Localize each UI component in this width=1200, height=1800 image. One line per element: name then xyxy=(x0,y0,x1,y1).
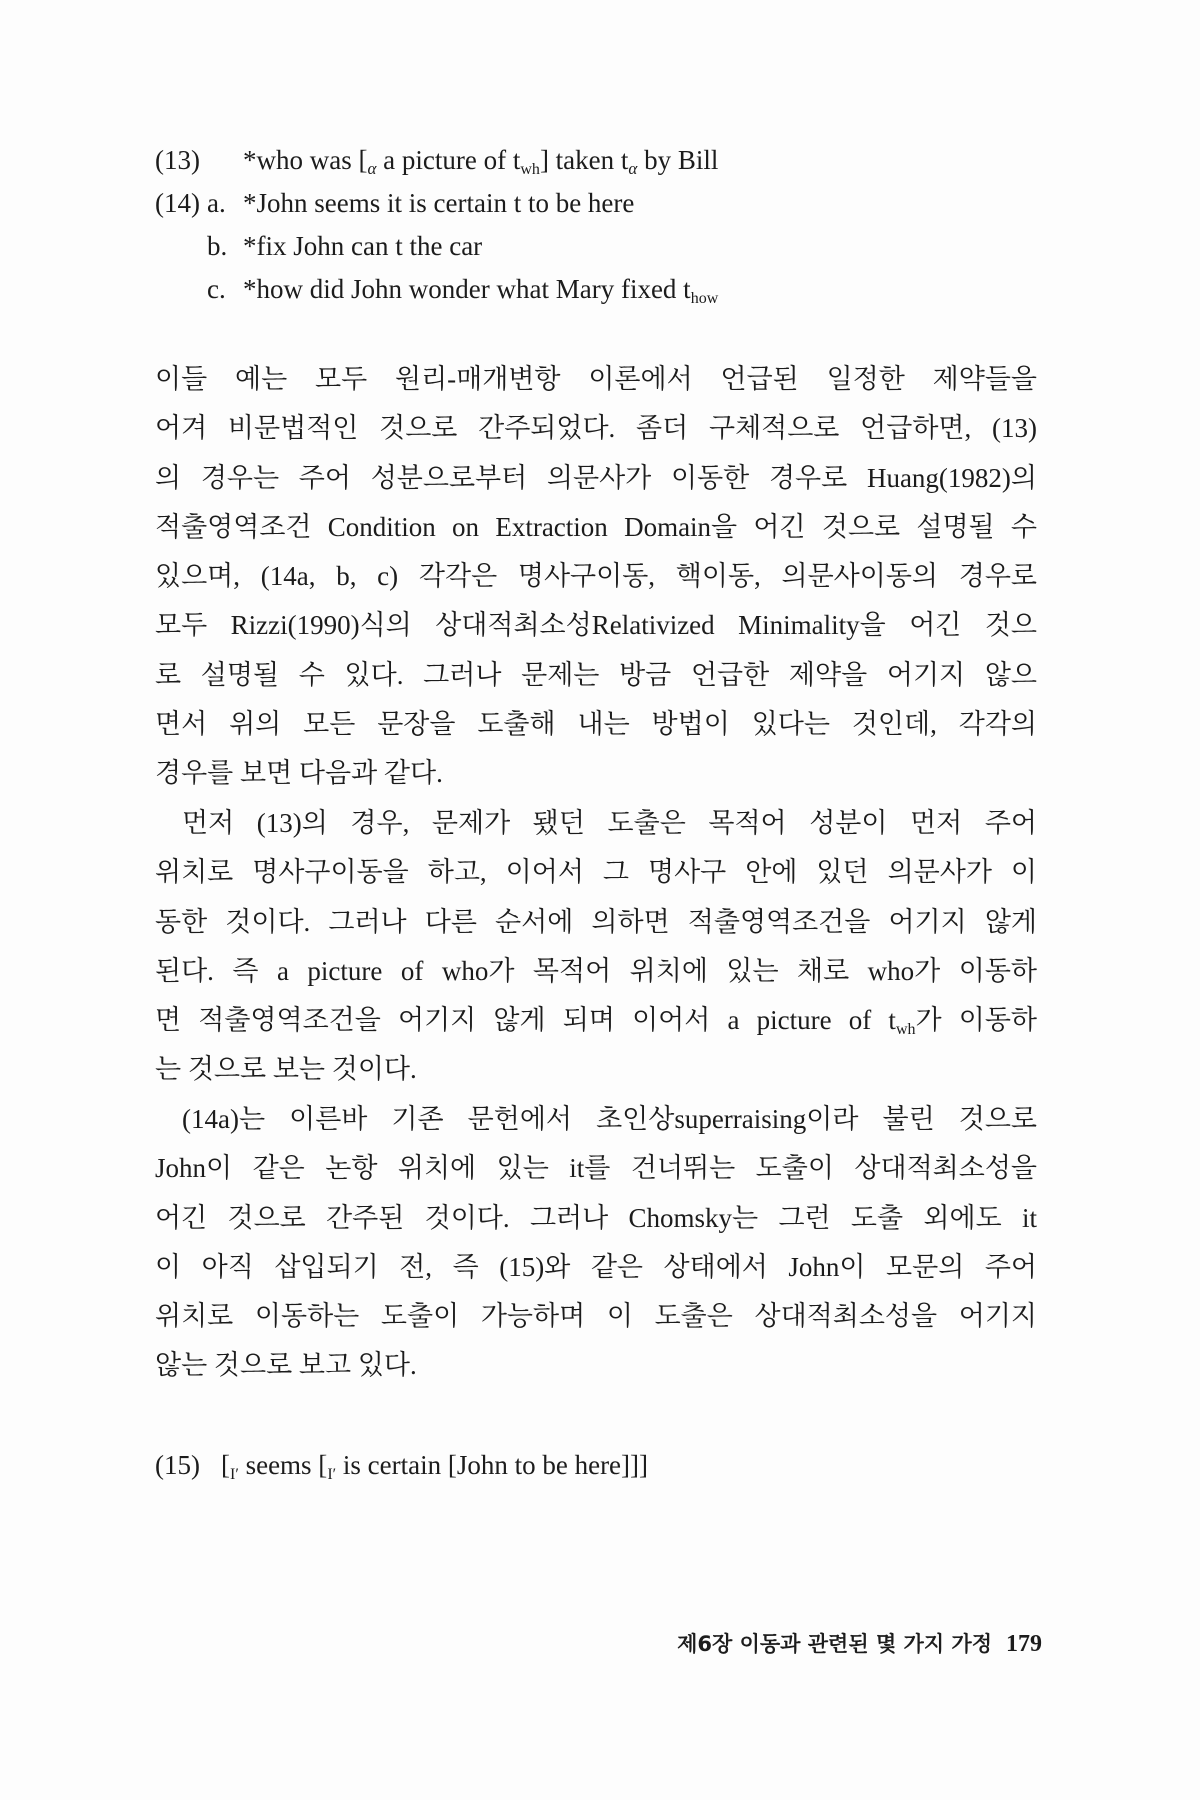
example-sentence: *how did John wonder what Mary fixed thow xyxy=(243,274,719,307)
example-sentence: [I′ seems [I′ is certain [John to be here]]] xyxy=(221,1450,649,1483)
text-line: 어긴 것으로 간주된 것이다. 그러나 Chomsky는 그런 도출 외에도 it xyxy=(155,1202,1037,1233)
paragraph-1 xyxy=(155,355,1037,799)
example-sentence: *fix John can t the car xyxy=(243,231,483,261)
text-line: 의 경우는 주어 성분으로부터 의문사가 이동한 경우로 Huang(1982)의 xyxy=(155,462,1037,493)
text-line: 된다. 즉 a picture of who가 목적어 위치에 있는 채로 who가 이동하 xyxy=(155,955,1037,986)
text-line: 는 것으로 보는 것이다. xyxy=(155,1054,417,1085)
text-line: (14a)는 이른바 기존 문헌에서 초인상superraising이라 불린 것으로 xyxy=(182,1104,1037,1134)
example-sub-label: b. xyxy=(207,231,228,261)
text-line: 면서 위의 모든 문장을 도출해 내는 방법이 있다는 것인데, 각각의 xyxy=(155,709,1037,740)
example-number: (13) xyxy=(155,145,200,175)
text-line: 동한 것이다. 그러나 다른 순서에 의하면 적출영역조건을 어기지 않게 xyxy=(155,906,1037,937)
example-number: (14) xyxy=(155,188,200,218)
paragraph-3 xyxy=(155,1095,1037,1391)
running-footer xyxy=(677,1628,1042,1658)
text-line: 로 설명될 수 있다. 그러나 문제는 방금 언급한 제약을 어기지 않으 xyxy=(155,659,1037,690)
text-line: John이 같은 논항 위치에 있는 it를 건너뛰는 도출이 상대적최소성을 xyxy=(155,1153,1037,1184)
example-sentence: *who was [α a picture of twh] taken tα by Bill xyxy=(243,145,719,178)
page-number: 179 xyxy=(1006,1631,1042,1657)
example-sentence: *John seems it is certain t to be here xyxy=(243,188,635,218)
text-line: 먼저 (13)의 경우, 문제가 됐던 도출은 목적어 성분이 먼저 주어 xyxy=(182,808,1037,838)
text-line: 있으며, (14a, b, c) 각각은 명사구이동, 핵이동, 의문사이동의 경우로 xyxy=(155,561,1037,592)
text-line: 모두 Rizzi(1990)식의 상대적최소성Relativized Minimality을 어긴 것으 xyxy=(155,610,1037,641)
example-sub-label: c. xyxy=(207,274,226,304)
example-sub-label: a. xyxy=(207,188,226,218)
text-line: 경우를 보면 다음과 같다. xyxy=(155,758,443,789)
text-line: 어겨 비문법적인 것으로 간주되었다. 좀더 구체적으로 언급하면, (13) xyxy=(155,413,1037,444)
text-line: 면 적출영역조건을 어기지 않게 되며 이어서 a picture of twh가 이동하 xyxy=(155,1005,1037,1039)
paragraph-2 xyxy=(155,799,1037,1095)
text-line: 이들 예는 모두 원리-매개변항 이론에서 언급된 일정한 제약들을 xyxy=(155,364,1037,394)
text-line: 위치로 이동하는 도출이 가능하며 이 도출은 상대적최소성을 어기지 xyxy=(155,1301,1037,1332)
chapter-title: 제6장 이동과 관련된 몇 가지 가정 xyxy=(677,1632,992,1656)
text-line: 적출영역조건 Condition on Extraction Domain을 어긴 것으로 설명될 수 xyxy=(155,511,1037,542)
text-line: 이 아직 삽입되기 전, 즉 (15)와 같은 상태에서 John이 모문의 주어 xyxy=(155,1251,1037,1282)
example-number: (15) xyxy=(155,1450,200,1480)
text-line: 않는 것으로 보고 있다. xyxy=(155,1350,417,1381)
text-line: 위치로 명사구이동을 하고, 이어서 그 명사구 안에 있던 의문사가 이 xyxy=(155,857,1037,888)
